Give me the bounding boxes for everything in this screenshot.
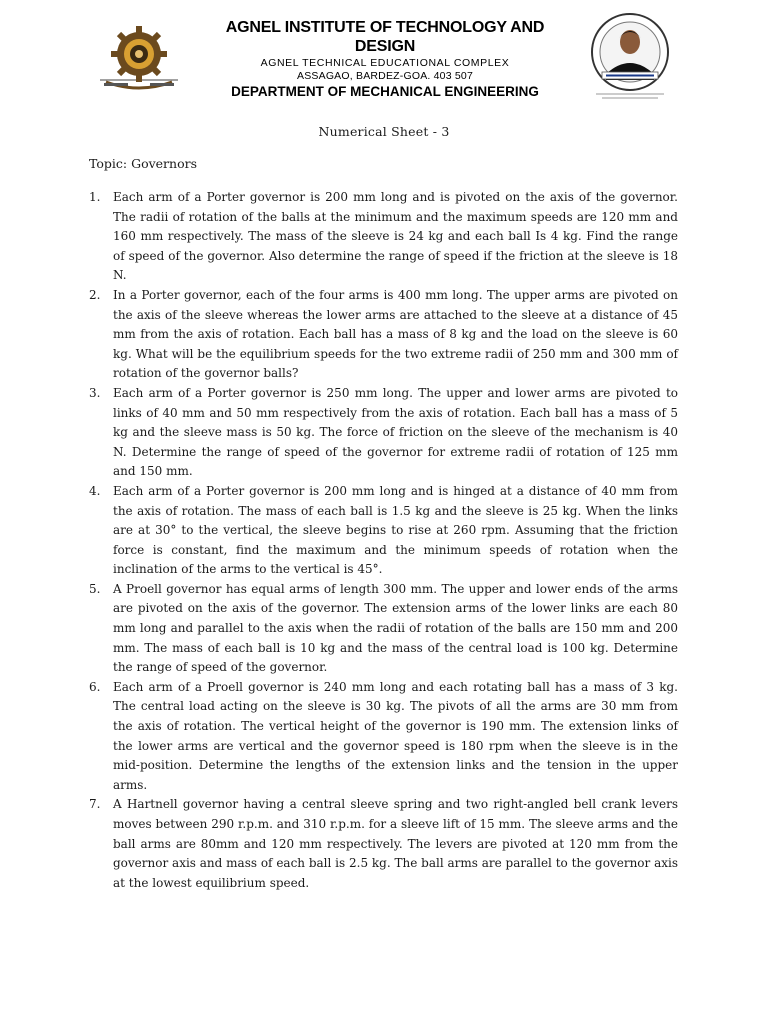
- question-item: [89, 286, 678, 384]
- question-number: 4.: [89, 483, 101, 498]
- question-item: [89, 384, 678, 482]
- question-text: Each arm of a Porter governor is 250 mm long. The upper and lower arms are pivoted to links of 40 mm and 50 mm respectively from the axis of rotation. Each ball has a mass of 5 kg and the sleeve mass is 50 kg. The force of friction on the sleeve of the mechanism is 40 N. Determine the range of speed of the governor for extreme radii of rotation of 125 mm and 150 mm.: [113, 385, 678, 479]
- gear-emblem-icon: [96, 22, 182, 94]
- question-text: A Proell governor has equal arms of length 300 mm. The upper and lower ends of the arms are pivoted on the axis of the governor. The extension arms of the lower links are each 80 mm long and parallel to the axis when the radii of rotation of the balls are 150 mm and 200 mm. The mass of each ball is 10 kg and the mass of the central load is 100 kg. Determine the range of speed of the governor.: [113, 581, 678, 675]
- institute-complex: AGNEL TECHNICAL EDUCATIONAL COMPLEX: [260, 57, 510, 69]
- question-text: Each arm of a Porter governor is 200 mm long and is pivoted on the axis of the governor. The radii of rotation of the balls at the minimum and the maximum speeds are 120 mm and 160 mm respectively. The mass of the sleeve is 24 kg and each ball Is 4 kg. Find the range of speed of the governor. Also determine the range of speed if the friction at the sleeve is 18 N.: [113, 190, 678, 283]
- question-number: 3.: [89, 385, 101, 400]
- letterhead: [0, 0, 768, 110]
- question-number: 1.: [89, 190, 101, 204]
- institute-address: ASSAGAO, BARDEZ-GOA. 403 507: [297, 70, 473, 82]
- question-number: 2.: [89, 287, 101, 302]
- question-item: [89, 482, 678, 580]
- question-text: A Hartnell governor having a central sleeve spring and two right-angled bell crank levers moves between 290 r.p.m. and 310 r.p.m. for a sleeve lift of 15 mm. The sleeve arms and the ball arms are 80mm and 120 mm respectively. The levers are pivoted at 120 mm from the governor axis and mass of each ball is 2.5 kg. The ball arms are parallel to the governor axis at the lowest equilibrium speed.: [113, 797, 678, 890]
- question-list: [89, 188, 678, 893]
- question-text: Each arm of a Proell governor is 240 mm long and each rotating ball has a mass of 3 kg. The central load acting on the sleeve is 30 kg. The pivots of all the arms are 30 mm from the axis of rotation. The vertical height of the governor is 190 mm. The extension links of the lower arms are vertical and the governor speed is 180 rpm when the sleeve is in the mid-position. Determine the lengths of the extension links and the tension in the upper arms.: [113, 679, 678, 792]
- question-number: 6.: [89, 679, 101, 694]
- question-item: [89, 795, 678, 893]
- question-text: Each arm of a Porter governor is 200 mm long and is hinged at a distance of 40 mm from the axis of rotation. The mass of each ball is 1.5 kg and the sleeve is 25 kg. When the links are at 30° to the vertical, the sleeve begins to rise at 260 rpm. Assuming that the friction force is constant, find the maximum and the minimum speeds of rotation when the inclination of the arms to the vertical is 45°.: [113, 483, 678, 577]
- question-item: [89, 678, 678, 796]
- portrait-seal-icon: [588, 12, 672, 100]
- question-item: [89, 580, 678, 678]
- question-number: 7.: [89, 797, 101, 812]
- topic-heading: Topic: Governors: [89, 156, 197, 171]
- question-text: In a Porter governor, each of the four arms is 400 mm long. The upper arms are pivoted on the axis of the sleeve whereas the lower arms are attached to the sleeve at a distance of 45 mm from the axis of rotation. Each ball has a mass of 8 kg and the load on the sleeve is 60 kg. What will be the equilibrium speeds for the two extreme radii of 250 mm and 300 mm of rotation of the governor balls?: [113, 287, 678, 381]
- sheet-title: Numerical Sheet - 3: [318, 124, 450, 139]
- institute-name: AGNEL INSTITUTE OF TECHNOLOGY AND DESIGN: [225, 19, 545, 55]
- question-number: 5.: [89, 581, 101, 596]
- department-name: DEPARTMENT OF MECHANICAL ENGINEERING: [231, 84, 539, 99]
- question-item: [89, 188, 678, 286]
